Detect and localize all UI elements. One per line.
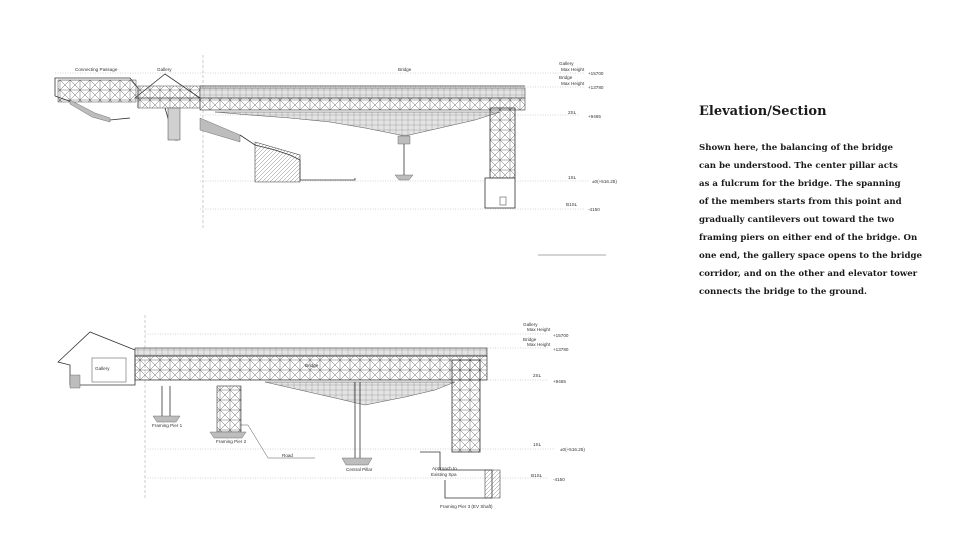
sec-bridge-max-label-1: Bridge: [523, 337, 537, 342]
section-drawing: [58, 315, 585, 509]
framing-pier-1: [153, 386, 180, 422]
body-line-2: can be understood. The center pillar acts: [699, 161, 898, 171]
connecting-passage: [55, 78, 138, 122]
section-bridge: [135, 348, 487, 405]
section-gallery: [58, 332, 135, 388]
sec-gallery-max-value: +15700: [553, 333, 569, 338]
elev-bridge-max-value: +13780: [588, 85, 604, 90]
elev-gallery-max-label-2: Max Height: [561, 67, 585, 72]
sec-gallery-max-label-1: Gallery: [523, 322, 538, 327]
body-line-7: one end, the gallery space opens to the bridge: [699, 251, 922, 261]
elev-2sl-value: +9465: [588, 114, 601, 119]
sec-label-gallery: Gallery: [95, 366, 110, 371]
sec-1sl-value: ±0(+516.25): [560, 447, 585, 452]
sec-bridge-max-value: +13780: [553, 347, 569, 352]
elev-label-bridge: Bridge: [398, 67, 412, 72]
sec-2sl-label: 2SL: [533, 373, 542, 378]
elev-label-connecting-passage: Connecting Passage: [75, 67, 118, 72]
elev-gallery-max-value: +15700: [588, 71, 604, 76]
sec-2sl-value: +9465: [553, 379, 566, 384]
sec-b1sl-value: -4150: [553, 477, 565, 482]
elev-bridge-max-label-1: Bridge: [559, 75, 573, 80]
panel-title: Elevation/Section: [699, 104, 827, 119]
sec-label-central-pillar: Central Pillar: [346, 467, 373, 472]
elev-bridge-max-label-2: Max Height: [561, 81, 585, 86]
body-line-8: corridor, and on the other and elevator tower: [699, 269, 918, 279]
elev-1sl-value: ±0(+516.25): [592, 179, 617, 184]
sec-label-road: Road: [282, 453, 293, 458]
sec-gallery-max-label-2: Max Height: [527, 327, 551, 332]
sec-b1sl-label: B1SL: [531, 473, 543, 478]
description-panel: [699, 104, 929, 301]
elevation-drawing: [55, 55, 617, 255]
elev-2sl-label: 2SL: [568, 110, 577, 115]
elev-label-gallery: Gallery: [157, 67, 172, 72]
body-line-4: of the members starts from this point and: [699, 197, 902, 207]
sec-label-approach-2: Existing Spa: [431, 472, 457, 477]
sec-label-approach-1: Approach to: [432, 466, 457, 471]
elev-b1sl-value: -4150: [588, 207, 600, 212]
elev-1sl-label: 1SL: [568, 175, 577, 180]
framing-pier-3: [420, 360, 500, 498]
elevation-bridge: [200, 86, 525, 208]
body-line-9: connects the bridge to the ground.: [699, 287, 868, 297]
body-line-3: as a fulcrum for the bridge. The spanning: [699, 179, 901, 189]
elev-gallery-max-label-1: Gallery: [559, 61, 574, 66]
elev-b1sl-label: B1SL: [566, 202, 578, 207]
sec-label-framing-pier-2: Framing Pier 2: [216, 439, 247, 444]
sec-1sl-label: 1SL: [533, 442, 542, 447]
body-line-5: gradually cantilevers out toward the two: [699, 215, 895, 225]
sec-label-framing-pier-3: Framing Pier 3 (EV Shaft): [440, 504, 493, 509]
body-line-6: framing piers on either end of the bridge. On: [699, 233, 918, 243]
sec-bridge-max-label-2: Max Height: [527, 342, 551, 347]
sec-label-bridge: Bridge: [305, 363, 319, 368]
framing-pier-2: [210, 386, 315, 458]
body-line-1: Shown here, the balancing of the bridge: [699, 143, 893, 153]
sec-label-framing-pier-1: Framing Pier 1: [152, 423, 183, 428]
